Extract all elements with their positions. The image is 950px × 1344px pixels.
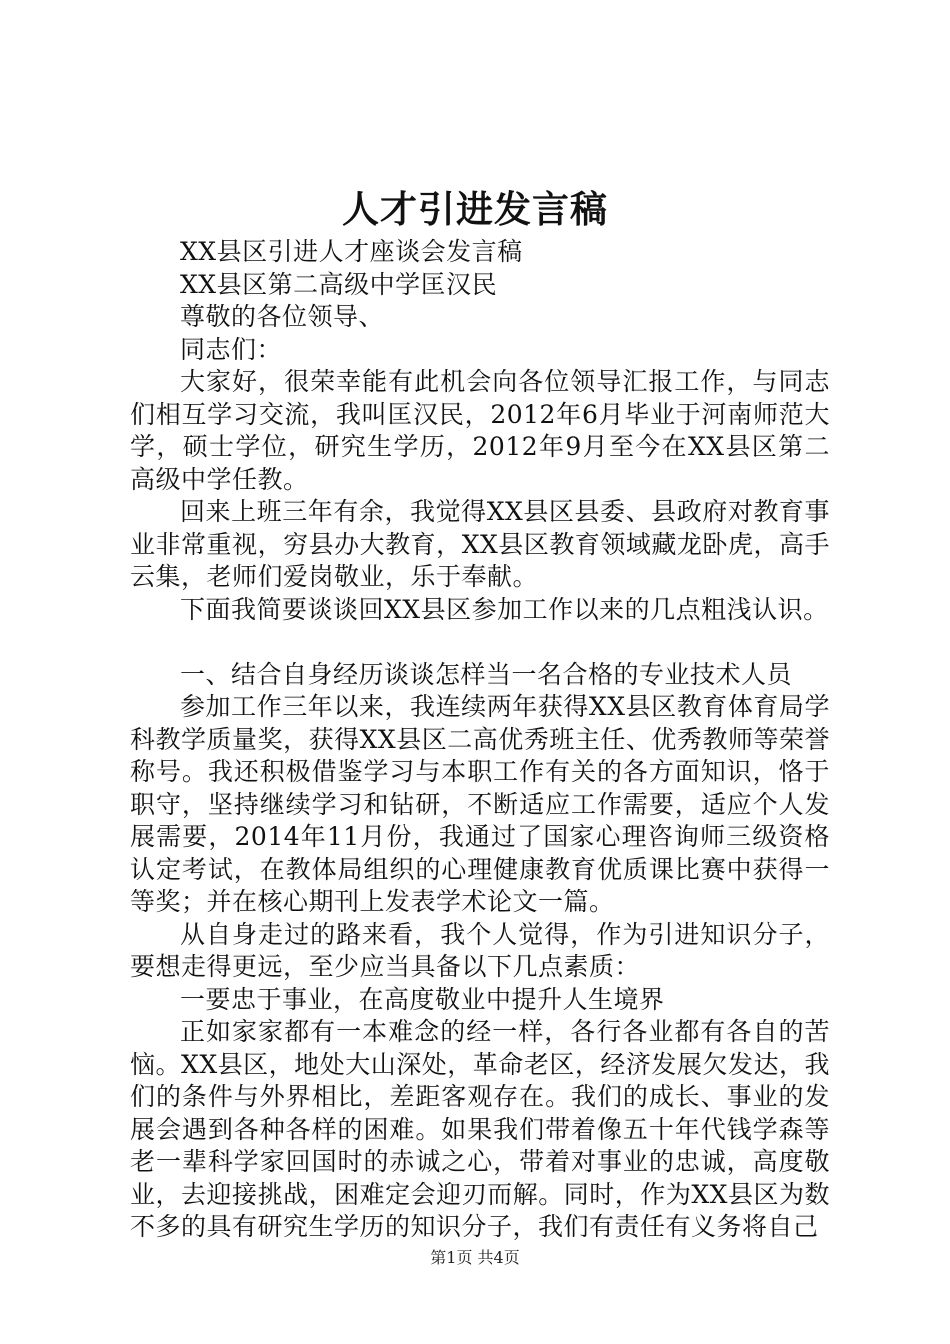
subheading-dedication: 一要忠于事业，在高度敬业中提升人生境界: [180, 984, 665, 1014]
paragraph-salutation: 尊敬的各位领导、: [180, 302, 385, 331]
paragraph-transition: 下面我简要谈谈回XX县区参加工作以来的几点粗浅认识。: [180, 594, 829, 624]
paragraph-intro: 大家好，很荣幸能有此机会向各位领导汇报工作，与同志们相互学习交流，我叫匡汉民，2012年6月毕业于河南师范大学，硕士学位，研究生学历，2012年9月至今在XX县区第二高级中学任教。: [130, 367, 830, 494]
page-footer: 第1页 共4页: [430, 1248, 520, 1267]
paragraph-qualities: 从自身走过的路来看，我个人觉得，作为引进知识分子，要想走得更远，至少应当具备以下几点素质：: [130, 919, 830, 981]
paragraph-speaker: XX县区第二高级中学匡汉民: [180, 269, 498, 299]
section-heading-1: 一、结合自身经历谈谈怎样当一名合格的专业技术人员: [180, 659, 793, 689]
paragraph-salutation-2: 同志们：: [180, 334, 283, 364]
paragraph-impression: 回来上班三年有余，我觉得XX县区县委、县政府对教育事业非常重视，穷县办大教育，XX县区教育领域藏龙卧虎，高手云集，老师们爱岗敬业，乐于奉献。: [130, 497, 830, 591]
document-body: [130, 236, 830, 1244]
paragraph-speech-heading: XX县区引进人才座谈会发言稿: [180, 237, 523, 266]
document-title: 人才引进发言稿: [342, 187, 608, 231]
paragraph-dedication: 正如家家都有一本难念的经一样，各行各业都有各自的苦恼。XX县区，地处大山深处，革命老区，经济发展欠发达，我们的条件与外界相比，差距客观存在。我们的成长、事业的发展会遇到各种各样的困难。如果我们带着像五十年代钱学森等老一辈科学家回国时的赤诚之心，带着对事业的忠诚，高度敬业，去迎接挑战，困难定会迎刃而解。同时，作为XX县区为数不多的具有研究生学历的知识分子，我们有责任有义务将自己: [130, 1017, 830, 1241]
paragraph-achievements: 参加工作三年以来，我连续两年获得XX县区教育体育局学科教学质量奖，获得XX县区二高优秀班主任、优秀教师等荣誉称号。我还积极借鉴学习与本职工作有关的各方面知识，恪于职守，坚持继续学习和钻研，不断适应工作需要，适应个人发展需要，2014年11月份，我通过了国家心理咨询师三级资格认定考试，在教体局组织的心理健康教育优质课比赛中获得一等奖；并在核心期刊上发表学术论文一篇。: [130, 692, 830, 916]
